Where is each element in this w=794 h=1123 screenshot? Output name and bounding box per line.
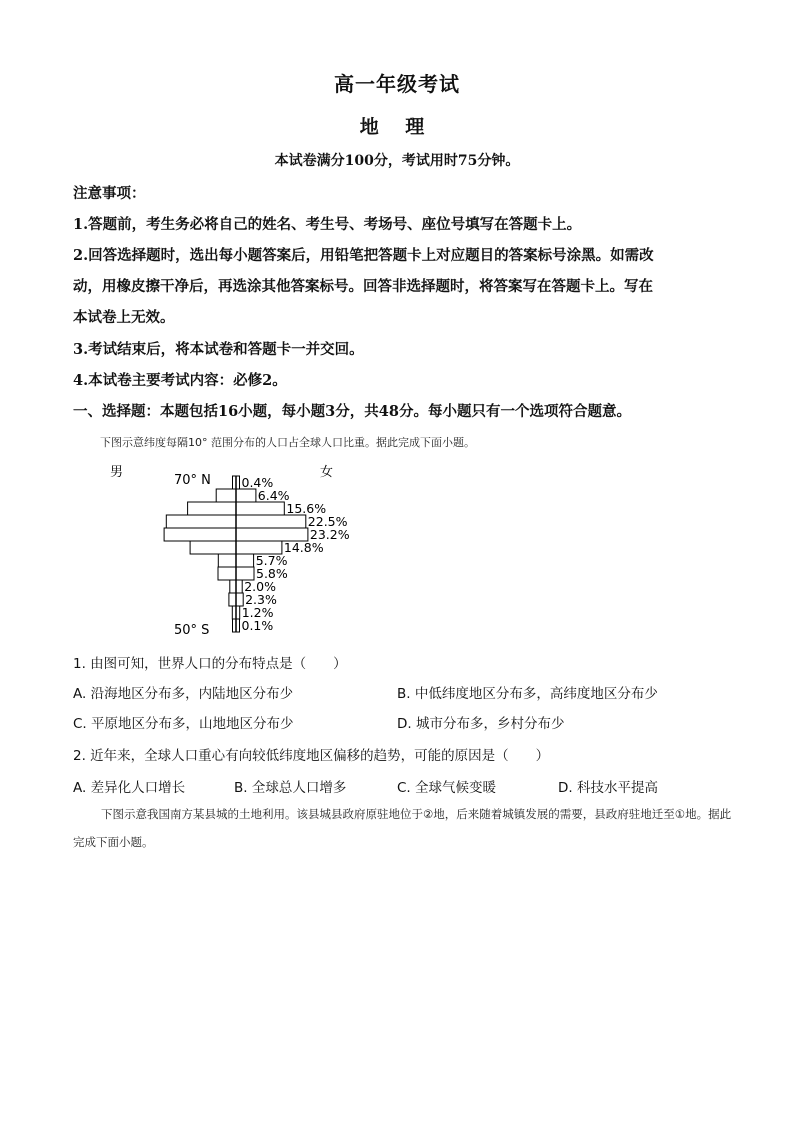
question-1-option-d[interactable]: D. 城市分布多，乡村分布少 bbox=[397, 716, 565, 732]
bar-value-label: 5.8% bbox=[256, 566, 288, 581]
notice-item-2-line-2: 动，用橡皮擦干净后，再选涂其他答案标号。回答非选择题时，将答案写在答题卡上。写在 bbox=[73, 278, 653, 295]
question-2-option-c[interactable]: C. 全球气候变暖 bbox=[397, 780, 497, 796]
question-2-option-a[interactable]: A. 差异化人口增长 bbox=[73, 780, 186, 796]
notice-item-2-line-3: 本试卷上无效。 bbox=[73, 309, 175, 326]
exam-info: 本试卷满分100分，考试用时75分钟。 bbox=[274, 153, 520, 169]
bar-value-label: 22.5% bbox=[307, 514, 348, 529]
bar-value-label: 1.2% bbox=[241, 605, 274, 620]
question-1-option-c[interactable]: C. 平原地区分布多，山地地区分布少 bbox=[73, 716, 294, 732]
bar-value-label: 23.2% bbox=[309, 527, 350, 542]
question-2-option-d[interactable]: D. 科技水平提高 bbox=[558, 780, 658, 796]
notice-item-2-line-1: 2.回答选择题时，选出每小题答案后，用铅笔把答题卡上对应题目的答案标号涂黑。如需改 bbox=[73, 247, 654, 264]
top-latitude-label: 70° N bbox=[174, 473, 211, 488]
bar-value-label: 6.4% bbox=[257, 488, 290, 503]
bar-value-label: 2.0% bbox=[244, 579, 276, 594]
subject-title: 地 理 bbox=[359, 116, 435, 138]
bar-value-label: 5.7% bbox=[255, 553, 288, 568]
notice-heading: 注意事项： bbox=[73, 185, 146, 202]
notice-item-3: 3.考试结束后，将本试卷和答题卡一并交回。 bbox=[73, 341, 364, 358]
population-latitude-chart bbox=[88, 462, 448, 640]
bar-value-label: 2.3% bbox=[245, 592, 277, 607]
female-label: 女 bbox=[320, 465, 334, 480]
figure-1-intro: 下图示意纬度每隔10° 范围分布的人口占全球人口比重。据此完成下面小题。 bbox=[100, 436, 475, 449]
bar-value-label: 0.4% bbox=[241, 475, 274, 490]
figure-2-intro: 下图示意我国南方某县城的土地利用。该县城县政府原驻地位于②地，后来随着城镇发展的需要，县政府驻地迁至①地。据此完成下面小题。 bbox=[73, 807, 732, 849]
notice-item-4: 4.本试卷主要考试内容：必修2。 bbox=[73, 372, 287, 389]
bottom-latitude-label: 50° S bbox=[174, 623, 210, 638]
exam-title: 高一年级考试 bbox=[334, 72, 460, 96]
question-2-option-b[interactable]: B. 全球总人口增多 bbox=[234, 780, 347, 796]
male-label: 男 bbox=[110, 465, 124, 480]
question-1-option-b[interactable]: B. 中低纬度地区分布多，高纬度地区分布少 bbox=[397, 686, 658, 702]
question-2-stem: 2. 近年来，全球人口重心有向较低纬度地区偏移的趋势，可能的原因是（ ） bbox=[73, 748, 550, 764]
notice-item-1: 1.答题前，考生务必将自己的姓名、考生号、考场号、座位号填写在答题卡上。 bbox=[73, 216, 582, 233]
bar-value-label: 14.8% bbox=[283, 540, 324, 555]
bar-value-label: 0.1% bbox=[241, 618, 274, 633]
section-1-heading: 一、选择题：本题包括16小题，每小题3分，共48分。每小题只有一个选项符合题意。 bbox=[73, 403, 631, 420]
question-1-stem: 1. 由图可知，世界人口的分布特点是（ ） bbox=[73, 656, 347, 672]
question-1-option-a[interactable]: A. 沿海地区分布多，内陆地区分布少 bbox=[73, 686, 294, 702]
bar-value-label: 15.6% bbox=[286, 501, 327, 516]
